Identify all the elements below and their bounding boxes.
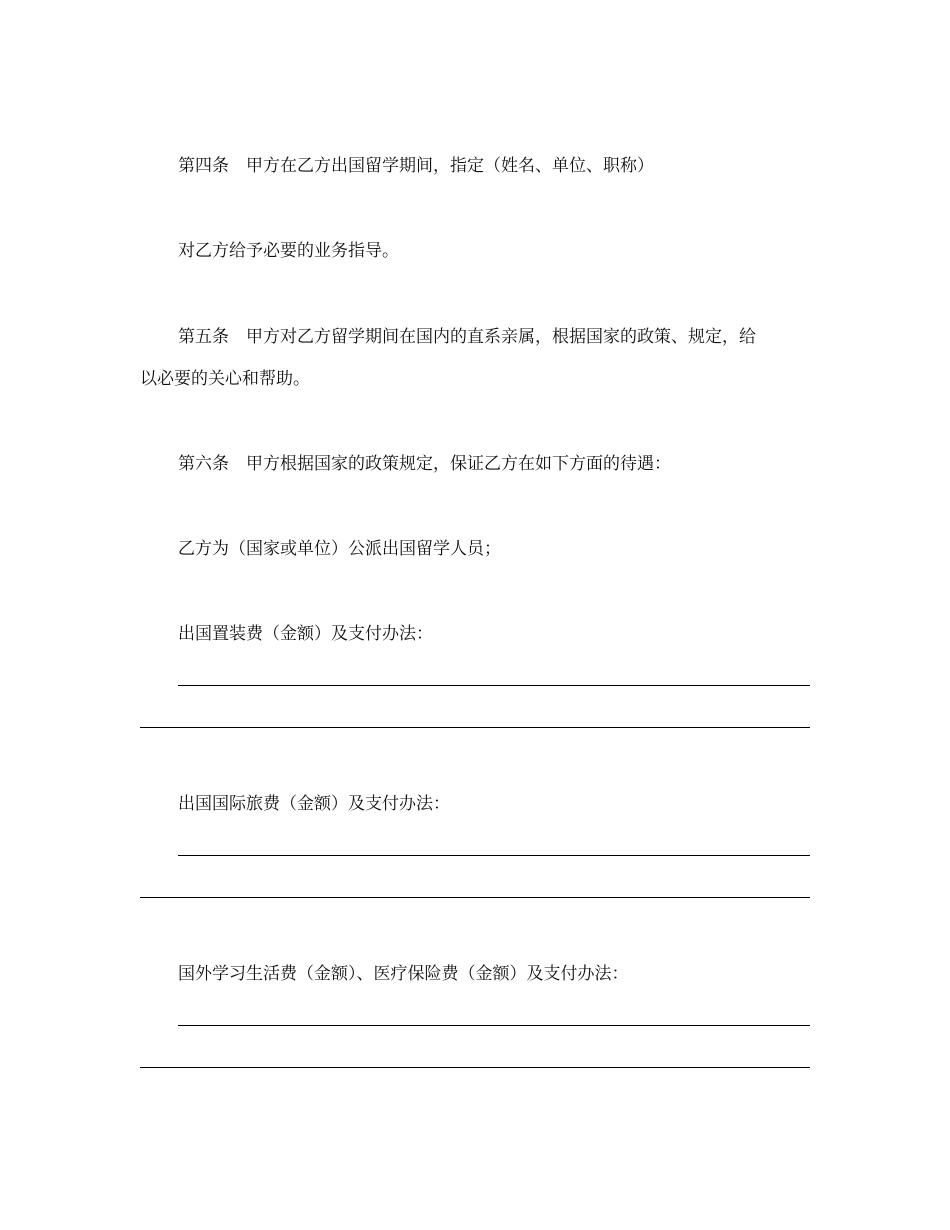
status-line: 乙方为（国家或单位）公派出国留学人员； <box>178 539 501 559</box>
outfit-fee-label: 出国置装费（金额）及支付办法： <box>178 624 433 644</box>
outfit-fee-fill-line-2 <box>140 727 810 728</box>
article-5-line-2: 以必要的关心和帮助。 <box>140 369 310 389</box>
travel-fee-label: 出国国际旅费（金额）及支付办法： <box>178 794 450 814</box>
travel-fee-fill-line-2 <box>140 897 810 898</box>
outfit-fee-fill-line-1 <box>178 685 810 686</box>
living-fee-fill-line-2 <box>140 1067 810 1068</box>
living-fee-label: 国外学习生活费（金额）、医疗保险费（金额）及支付办法： <box>178 964 629 984</box>
article-4-line-2: 对乙方给予必要的业务指导。 <box>178 241 399 261</box>
article-4-line-1: 第四条 甲方在乙方出国留学期间，指定（姓名、单位、职称） <box>178 156 654 176</box>
living-fee-fill-line-1 <box>178 1025 810 1026</box>
travel-fee-fill-line-1 <box>178 855 810 856</box>
article-5-line-1: 第五条 甲方对乙方留学期间在国内的直系亲属，根据国家的政策、规定，给 <box>178 327 756 347</box>
article-6-line-1: 第六条 甲方根据国家的政策规定，保证乙方在如下方面的待遇： <box>178 454 671 474</box>
